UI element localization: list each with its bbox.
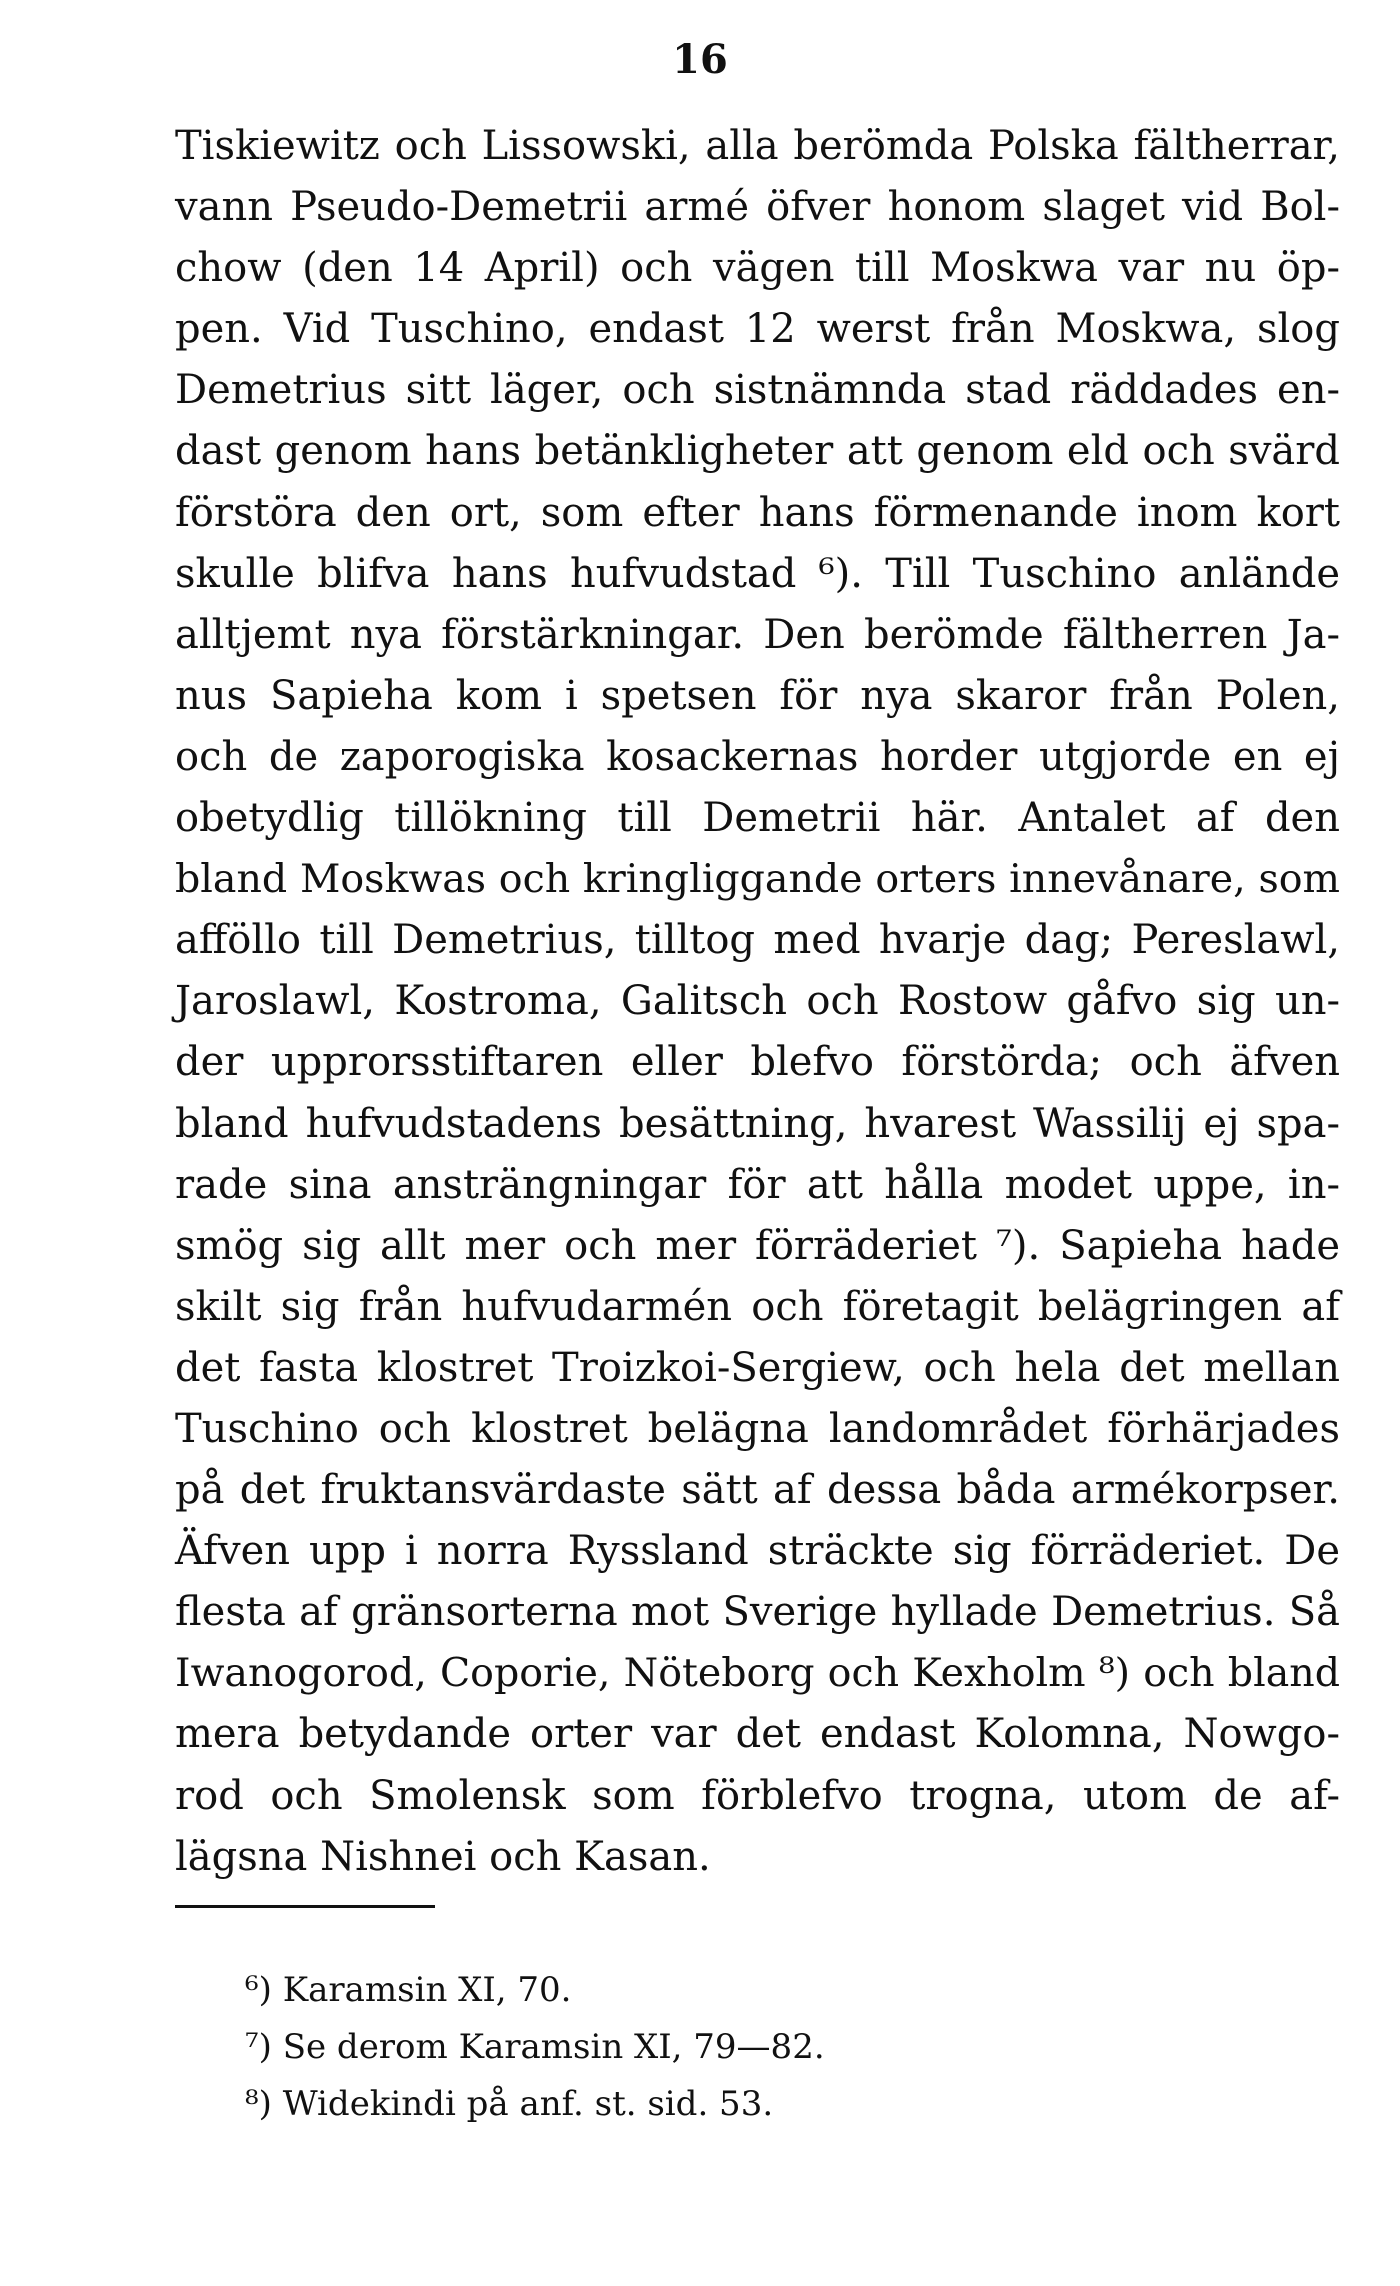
body-text [175,116,1340,1888]
text-line: bland Moskwas och kringliggande orters innevånare, som [175,856,1340,903]
footnote: ⁸) Widekindi på anf. st. sid. 53. [245,2084,774,2124]
text-line: skilt sig från hufvudarmén och företagit belägringen af [175,1283,1340,1330]
text-line: och de zaporogiska kosackernas horder utgjorde en ej [175,733,1340,780]
footnotes [245,1962,1145,2133]
text-line: vann Pseudo-Demetrii armé öfver honom slaget vid Bol- [175,184,1340,231]
text-line: på det fruktansvärdaste sätt af dessa båda armékorpser. [175,1467,1340,1514]
text-line: flesta af gränsorterna mot Sverige hyllade Demetrius. Så [175,1589,1340,1636]
footnote: ⁶) Karamsin XI, 70. [245,1970,572,2010]
text-line: bland hufvudstadens besättning, hvarest Wassilij ej spa- [175,1100,1340,1147]
text-line: Tiskiewitz och Lissowski, alla berömda Polska fältherrar, [175,123,1340,169]
text-line: Demetrius sitt läger, och sistnämnda stad räddades en- [175,367,1340,414]
text-line: mera betydande orter var det endast Kolomna, Nowgo- [175,1711,1340,1758]
text-line: det fasta klostret Troizkoi-Sergiew, och hela det mellan [175,1344,1340,1391]
text-line: dast genom hans betänkligheter att genom eld och svärd [175,428,1340,475]
text-line: nus Sapieha kom i spetsen för nya skaror från Polen, [175,672,1340,719]
text-line: smög sig allt mer och mer förräderiet ⁷). Sapieha hade [175,1222,1340,1269]
text-line: Äfven upp i norra Ryssland sträckte sig förräderiet. De [175,1528,1340,1575]
text-line-last: lägsna Nishnei och Kasan. [175,1833,711,1880]
text-line: alltjemt nya förstärkningar. Den berömde fältherren Ja- [175,611,1340,658]
text-line: Iwanogorod, Coporie, Nöteborg och Kexholm ⁸) och bland [175,1650,1340,1697]
page-number: 16 [672,36,728,83]
text-line: pen. Vid Tuschino, endast 12 werst från Moskwa, slog [175,306,1340,353]
footnote: ⁷) Se derom Karamsin XI, 79—82. [245,2027,825,2067]
text-line: rade sina ansträngningar för att hålla modet uppe, in- [175,1161,1340,1208]
text-line: Tuschino och klostret belägna landområdet förhärjades [175,1405,1340,1452]
text-line: skulle blifva hans hufvudstad ⁶). Till Tuschino anlände [175,550,1340,597]
text-line: Jaroslawl, Kostroma, Galitsch och Rostow gåfvo sig un- [175,978,1340,1025]
text-line: afföllo till Demetrius, tilltog med hvarje dag; Pereslawl, [175,917,1340,964]
text-line: der upprorsstiftaren eller blefvo förstörda; och äfven [175,1039,1340,1086]
footnote-divider [175,1905,435,1908]
text-line: obetydlig tillökning till Demetrii här. Antalet af den [175,795,1340,842]
text-line: chow (den 14 April) och vägen till Moskwa var nu öp- [175,245,1340,292]
text-line: förstöra den ort, som efter hans förmenande inom kort [175,489,1340,536]
text-line: rod och Smolensk som förblefvo trogna, utom de af- [175,1772,1340,1819]
